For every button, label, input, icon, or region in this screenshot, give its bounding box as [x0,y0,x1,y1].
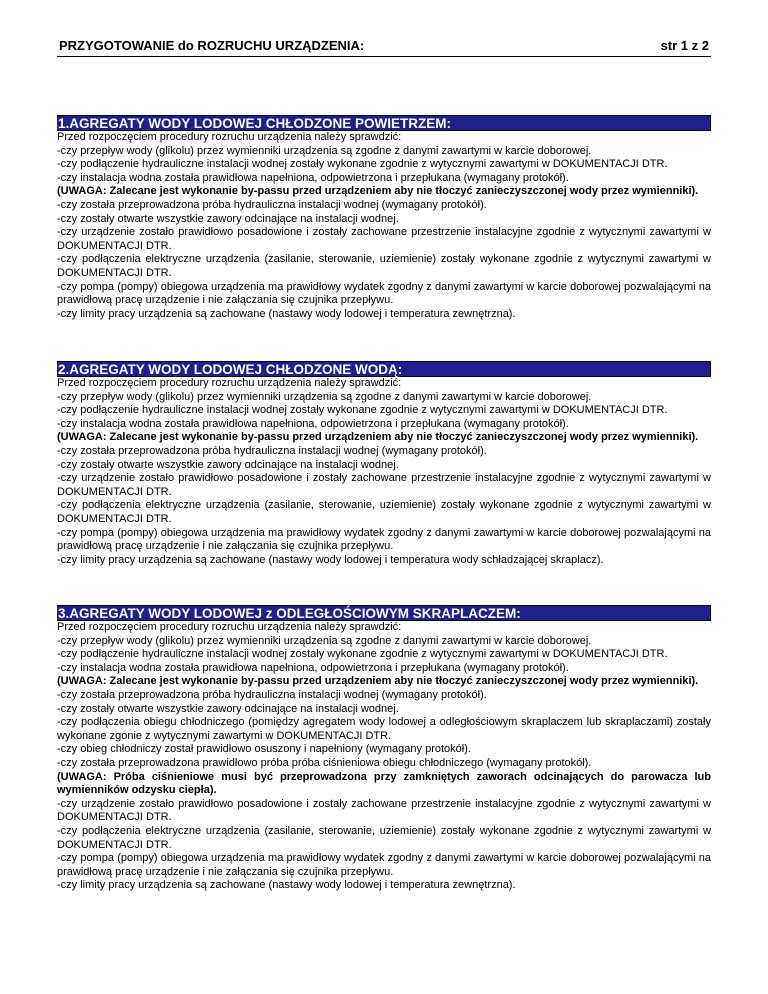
paragraph-line: -czy zostały otwarte wszystkie zawory odcinające na instalacji wodnej. [57,212,399,225]
paragraph-line: -czy urządzenie zostało prawidłowo posadowione i zostały zachowane przestrzenie instalacyjne zgodnie z wytycznymi zawartymi w DOKUMENTACJI DTR. [57,226,711,252]
paragraph-line: Przed rozpoczęciem procedury rozruchu urządzenia należy sprawdzić: [57,377,402,389]
paragraph-line: -czy urządzenie zostało prawidłowo posadowione i zostały zachowane przestrzenie instalacyjne zgodnie z wytycznymi zawartymi w DOKUMENTACJI DTR. [57,797,711,824]
page-number: str 1 z 2 [660,38,709,53]
paragraph-line: -czy podłączenie hydrauliczne instalacji wodnej zostały wykonane zgodnie z wytycznymi zawartymi w DOKUMENTACJI DTR. [57,404,668,417]
paragraph-line: -czy urządzenie zostało prawidłowo posadowione i zostały zachowane przestrzenie instalacyjne zgodnie z wytycznymi zawartymi w DOKUMENTACJI DTR. [57,472,711,498]
section-3 [57,605,711,893]
paragraph-line: -czy zostały otwarte wszystkie zawory odcinające na instalacji wodnej. [57,702,399,715]
paragraph-line: -czy pompa (pompy) obiegowa urządzenia ma prawidłowy wydatek zgodny z danymi zawartymi w karcie doborowej pozwalającymi na prawidłową pracę urządzenie i nie załączania się czujnika przepływu. [57,280,711,307]
section-body [57,621,711,893]
paragraph-line: -czy instalacja wodna została prawidłowa napełniona, odpowietrzona i przepłukana (wymagany protokół). [57,171,569,184]
paragraph-line: -czy obieg chłodniczy został prawidłowo osuszony i napełniony (wymagany protokół). [57,743,471,756]
warning-note: (UWAGA: Zalecane jest wykonanie by-passu przed urządzeniem aby nie tłoczyć zanieczyszczonej wody przez wymienniki). [57,675,699,688]
paragraph-line: -czy została przeprowadzona prawidłowo próba próba ciśnieniowa obiegu chłodniczego (wymagany protokół). [57,756,592,769]
paragraph-line: -czy limity pracy urządzenia są zachowane (nastawy wody lodowej i temperatura zewnętrzna). [57,879,516,892]
paragraph-line: -czy podłączenie hydrauliczne instalacji wodnej zostały wykonane zgodnie z wytycznymi zawartymi w DOKUMENTACJI DTR. [57,158,668,171]
paragraph-line: -czy instalacja wodna została prawidłowa napełniona, odpowietrzona i przepłukana (wymagany protokół). [57,661,569,674]
section-2 [57,361,711,567]
paragraph-line: -czy została przeprowadzona próba hydrauliczna instalacji wodnej (wymagany protokół). [57,198,487,211]
paragraph-line: -czy podłączenie hydrauliczne instalacji wodnej zostały wykonane zgodnie z wytycznymi zawartymi w DOKUMENTACJI DTR. [57,648,668,661]
paragraph-line: Przed rozpoczęciem procedury rozruchu urządzenia należy sprawdzić: [57,621,402,633]
paragraph-line: Przed rozpoczęciem procedury rozruchu urządzenia należy sprawdzić: [57,131,402,143]
section-title: 2.AGREGATY WODY LODOWEJ CHŁODZONE WODĄ: [57,361,711,377]
paragraph-line: -czy podłączenia obiegu chłodniczego (pomiędzy agregatem wody lodowej a odległościowym skraplaczem lub skraplaczami) zostały wykonane zgonie z wytycznymi zawartymi w DOKUMENTACJI DTR. [57,716,711,742]
warning-note: (UWAGA: Zalecane jest wykonanie by-passu przed urządzeniem aby nie tłoczyć zanieczyszczonej wody przez wymienniki). [57,431,699,444]
paragraph-line: -czy pompa (pompy) obiegowa urządzenia ma prawidłowy wydatek zgodny z danymi zawartymi w karcie doborowej pozwalającymi na prawidłową pracę urządzenie i nie załączania się czujnika przepływu. [57,526,711,553]
section-1 [57,115,711,321]
paragraph-line: -czy podłączenia elektryczne urządzenia (zasilanie, sterowanie, uziemienie) zostały wykonane zgodnie z wytycznymi zawartymi w DOKUMENTACJI DTR. [57,253,711,279]
paragraph-line: -czy limity pracy urządzenia są zachowane (nastawy wody lodowej i temperatura wody schładzającej skraplacz). [57,553,604,566]
paragraph-line: -czy zostały otwarte wszystkie zawory odcinające na instalacji wodnej. [57,458,399,471]
paragraph-line: -czy została przeprowadzona próba hydrauliczna instalacji wodnej (wymagany protokół). [57,688,487,701]
paragraph-line: -czy podłączenia elektryczne urządzenia (zasilanie, sterowanie, uziemienie) zostały wykonane zgodnie z wytycznymi zawartymi w DOKUMENTACJI DTR. [57,499,711,525]
paragraph-line: -czy pompa (pompy) obiegowa urządzenia ma prawidłowy wydatek zgodny z danymi zawartymi w karcie doborowej pozwalającymi na prawidłową pracę urządzenie i nie załączania się czujnika przepływu. [57,852,711,878]
paragraph-line: -czy przepływ wody (glikolu) przez wymienniki urządzenia są zgodne z danymi zawartymi w karcie doborowej. [57,390,592,403]
paragraph-line: -czy przepływ wody (glikolu) przez wymienniki urządzenia są zgodne z danymi zawartymi w karcie doborowej. [57,634,592,647]
warning-note: (UWAGA: Zalecane jest wykonanie by-passu przed urządzeniem aby nie tłoczyć zanieczyszczonej wody przez wymienniki). [57,185,699,198]
section-title: 3.AGREGATY WODY LODOWEJ z ODLEGŁOŚCIOWYM SKRAPLACZEM: [57,605,711,621]
paragraph-line: -czy została przeprowadzona próba hydrauliczna instalacji wodnej (wymagany protokół). [57,444,487,457]
warning-note: (UWAGA: Próba ciśnieniowe musi być przeprowadzona przy zamkniętych zaworach odcinających do parowacza lub wymienników odzysku ciepła). [57,770,711,797]
paragraph-line: -czy podłączenia elektryczne urządzenia (zasilanie, sterowanie, uziemienie) zostały wykonane zgodnie z wytycznymi zawartymi w DOKUMENTACJI DTR. [57,824,711,851]
page-header [57,38,711,57]
page-title: PRZYGOTOWANIE do ROZRUCHU URZĄDZENIA: [59,38,365,53]
paragraph-line: -czy instalacja wodna została prawidłowa napełniona, odpowietrzona i przepłukana (wymagany protokół). [57,417,569,430]
section-body [57,377,711,567]
section-body [57,131,711,321]
paragraph-line: -czy limity pracy urządzenia są zachowane (nastawy wody lodowej i temperatura zewnętrzna). [57,307,516,320]
paragraph-line: -czy przepływ wody (glikolu) przez wymienniki urządzenia są zgodne z danymi zawartymi w karcie doborowej. [57,144,592,157]
section-title: 1.AGREGATY WODY LODOWEJ CHŁODZONE POWIETRZEM: [57,115,711,131]
